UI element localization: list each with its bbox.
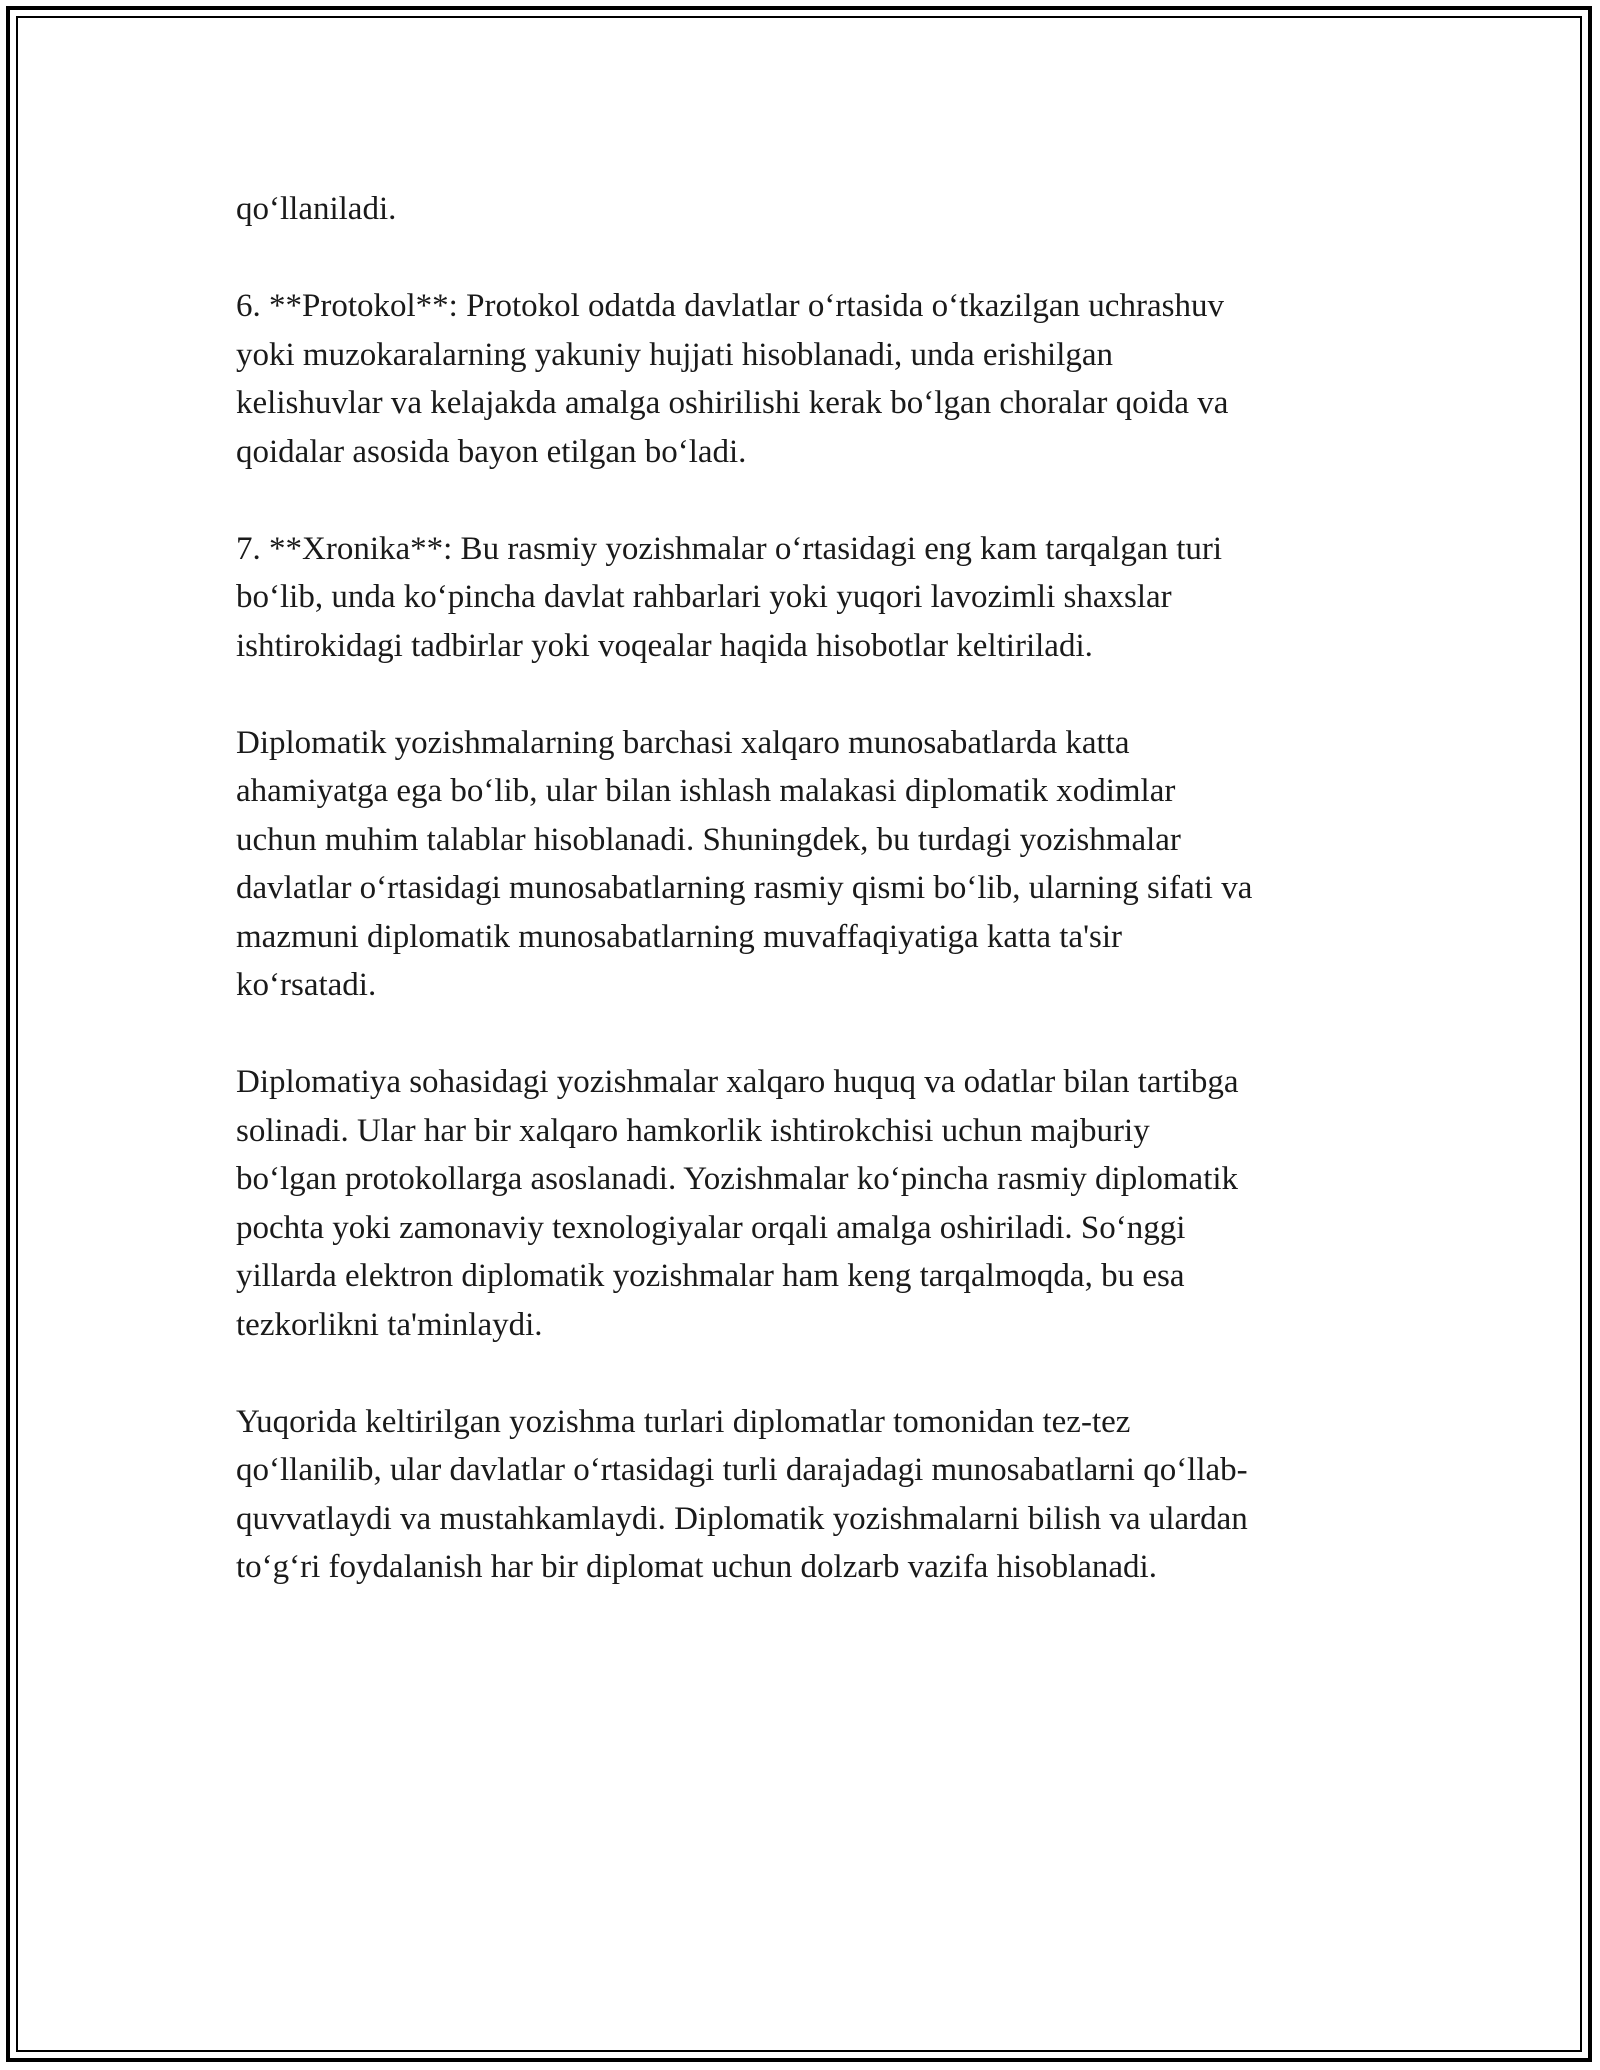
paragraph-continuation: qo‘llaniladi. xyxy=(236,191,397,227)
paragraph-xronika: 7. **Xronika**: Bu rasmiy yozishmalar o‘rtasidagi eng kam tarqalgan turi bo‘lib, unda ko‘pincha davlat rahbarlari yoki yuqori lavozimli shaxslar ishtirokidagi tadbirlar yoki voqealar haqida hisobotlar keltiriladi. xyxy=(236,530,1223,664)
paragraph-importance: Diplomatik yozishmalarning barchasi xalqaro munosabatlarda katta ahamiyatga ega bo‘lib, ular bilan ishlash malakasi diplomatik xodimlar uchun muhim talablar hisoblanadi. Shuningdek, bu turdagi yozishmalar davlatlar o‘rtasidagi munosabatlarning rasmiy qismi bo‘lib, ularning sifati va mazmuni diplomatik munosabatlarning muvaffaqiyatiga katta ta'sir ko‘rsatadi. xyxy=(236,724,1253,1003)
document-body xyxy=(236,185,1376,1640)
paragraph-conclusion: Yuqorida keltirilgan yozishma turlari diplomatlar tomonidan tez-tez qo‘llanilib, ular davlatlar o‘rtasidagi turli darajadagi munosabatlarni qo‘llab- quvvatlaydi va mustahkamlaydi. Diplomatik yozishmalarni bilish va ulardan to‘g‘ri foydalanish har bir diplomat uchun dolzarb vazifa hisoblanadi. xyxy=(236,1403,1248,1585)
paragraph-protokol: 6. **Protokol**: Protokol odatda davlatlar o‘rtasida o‘tkazilgan uchrashuv yoki muzokaralarning yakuniy hujjati hisoblanadi, unda erishilgan kelishuvlar va kelajakda amalga oshirilishi kerak bo‘lgan choralar qoida va qoidalar asosida bayon etilgan bo‘ladi. xyxy=(236,288,1229,470)
paragraph-regulation: Diplomatiya sohasidagi yozishmalar xalqaro huquq va odatlar bilan tartibga solinadi. Ular har bir xalqaro hamkorlik ishtirokchisi uchun majburiy bo‘lgan protokollarga asoslanadi. Yozishmalar ko‘pincha rasmiy diplomatik pochta yoki zamonaviy texnologiyalar orqali amalga oshiriladi. So‘nggi yillarda elektron diplomatik yozishmalar ham keng tarqalmoqda, bu esa tezkorlikni ta'minlaydi. xyxy=(236,1064,1239,1343)
